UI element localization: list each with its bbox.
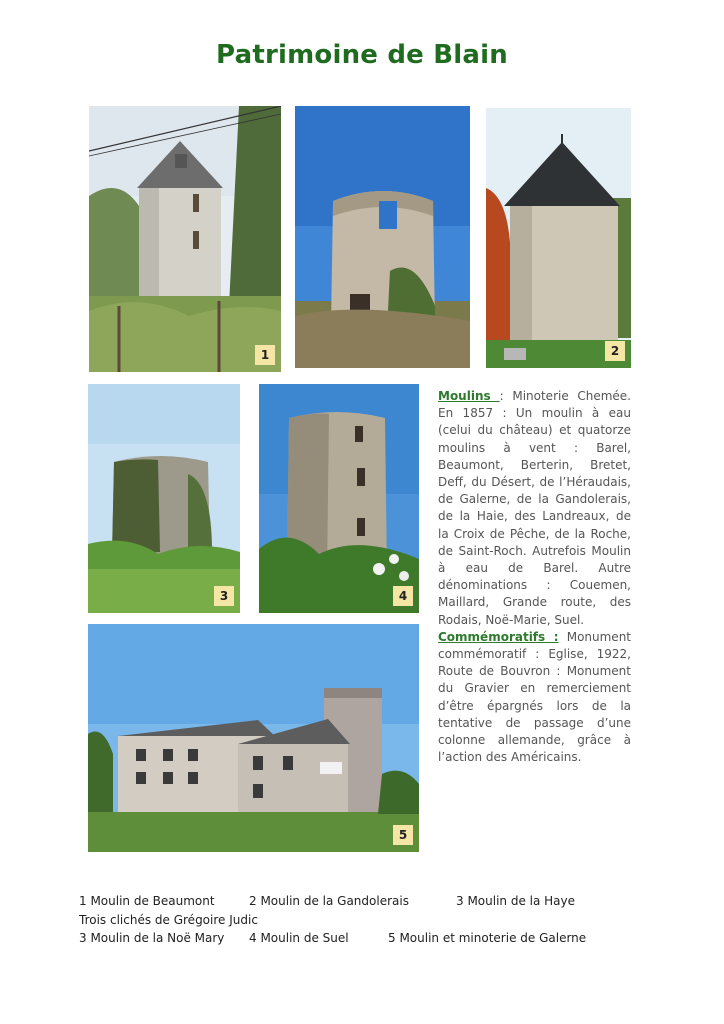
page-title: Patrimoine de Blain: [216, 40, 508, 70]
photo-centre-top: [295, 106, 470, 368]
photo-2: [486, 108, 631, 368]
caption-item: 3 Moulin de la Noë Mary: [79, 931, 225, 945]
photo-2-badge: 2: [605, 341, 625, 361]
caption-item: 1 Moulin de Beaumont: [79, 894, 215, 908]
caption-item: 5 Moulin et minoterie de Galerne: [388, 931, 587, 945]
heritage-description: [438, 388, 631, 766]
commemoratifs-paragraph: [438, 629, 631, 767]
caption-line-3: [79, 929, 679, 948]
moulins-paragraph: [438, 388, 631, 629]
photo-5-badge: 5: [393, 825, 413, 845]
photo-1-badge: 1: [255, 345, 275, 365]
photo-3-badge: 3: [214, 586, 234, 606]
photo-5: [88, 624, 419, 852]
photo-captions: [79, 892, 679, 948]
photo-4: [259, 384, 419, 613]
caption-line-2: Trois clichés de Grégoire Judic: [79, 912, 258, 927]
moulins-label: Moulins: [438, 389, 500, 403]
commemoratifs-label: Commémoratifs :: [438, 629, 559, 644]
caption-line-1: [79, 892, 679, 911]
caption-item: 4 Moulin de Suel: [249, 931, 349, 945]
caption-item: 2 Moulin de la Gandolerais: [249, 894, 409, 908]
commemoratifs-body: Monument commémoratif : Eglise, 1922, Route de Bouvron : Monument du Gravier en remerciement d’être épargnés lors de la tentative de passage d’une colonne allemande, grâce à l’action des Américains.: [438, 629, 632, 765]
photo-4-badge: 4: [393, 586, 413, 606]
moulins-body: : Minoterie Chemée. En 1857 : Un moulin à eau (celui du château) et quatorze moulins à vent : Barel, Beaumont, Berterin, Bretet, Deff, du Désert, de l’Héraudais, de Galerne, de la Gandolerais, de la Haie, des Landreaux, de la Croix de Pêche, de la Roche, de Saint-Roch. Autrefois Moulin à eau de Barel. Autre dénominations : Couemen, Maillard, Grande route, des Rodais, Noë-Marie, Suel.: [438, 389, 631, 627]
photo-3: [88, 384, 240, 613]
photo-1: [89, 106, 281, 372]
caption-item: 3 Moulin de la Haye: [456, 894, 576, 908]
